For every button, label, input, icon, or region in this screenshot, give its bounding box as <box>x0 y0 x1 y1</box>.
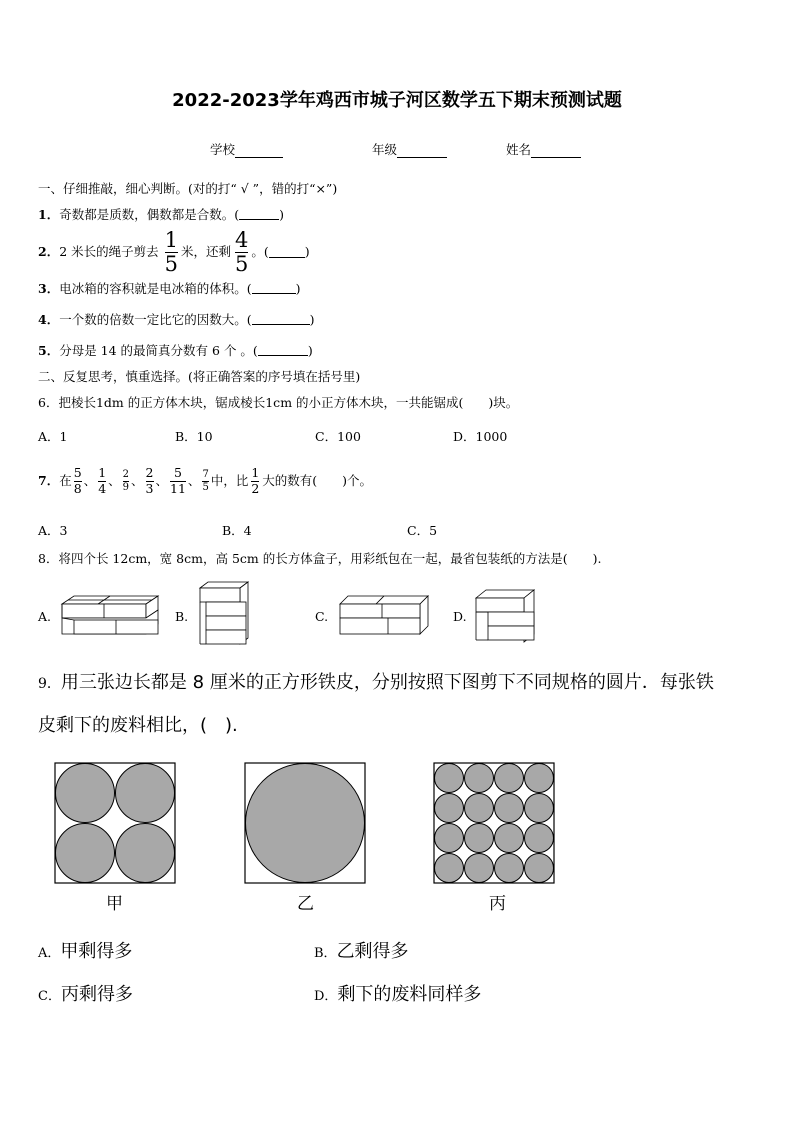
fraction-7-5: $\frac{7}{5}$ <box>202 468 209 493</box>
q9-option-c[interactable]: C．丙剩得多 <box>38 984 133 1005</box>
name-label: 姓名 <box>506 142 532 157</box>
q9-option-d[interactable]: D．剩下的废料同样多 <box>314 984 482 1005</box>
fraction-4-5: $\frac{4}{5}$ <box>235 227 249 276</box>
circle-disc <box>56 764 115 823</box>
answer-blank-1[interactable] <box>239 208 279 220</box>
fraction-1-2: $\frac{1}{2}$ <box>251 465 260 496</box>
circle-disc <box>495 764 524 793</box>
section2-heading: 二、反复思考，慎重选择。(将正确答案的序号填在括号里) <box>38 369 361 384</box>
answer-blank-3[interactable] <box>252 282 296 294</box>
grade-label: 年级 <box>372 142 398 157</box>
question-1: 1．奇数都是质数，偶数都是合数。( ) <box>38 207 284 222</box>
fraction-2-9: $\frac{2}{9}$ <box>122 468 130 493</box>
school-label: 学校 <box>210 142 236 157</box>
q8-figure-c <box>338 594 430 638</box>
q9-figure-bing <box>433 762 555 884</box>
q7-option-a[interactable]: A．3 <box>38 523 68 538</box>
circle-disc <box>495 854 524 883</box>
fraction-5-11: $\frac{5}{11}$ <box>170 465 186 496</box>
answer-blank-2[interactable] <box>269 246 305 258</box>
fraction-1-4: $\frac{1}{4}$ <box>98 465 107 496</box>
q7-option-b[interactable]: B．4 <box>222 523 252 538</box>
q6-option-c[interactable]: C．100 <box>315 429 361 444</box>
q6-option-d[interactable]: D．1000 <box>453 429 508 444</box>
q9-option-a[interactable]: A．甲剩得多 <box>38 941 133 962</box>
circle-disc <box>435 794 464 823</box>
q8-option-b[interactable]: B. <box>175 609 189 624</box>
section1-heading: 一、仔细推敲，细心判断。(对的打“ √ ”，错的打“×”) <box>38 181 338 196</box>
q6-option-b[interactable]: B．10 <box>175 429 213 444</box>
circle-disc <box>435 824 464 853</box>
fraction-2-3: $\frac{2}{3}$ <box>145 465 154 496</box>
q8-option-a[interactable]: A. <box>38 609 52 624</box>
question-8: 8．将四个长 12cm，宽 8cm，高 5cm 的长方体盒子，用彩纸包在一起，最省包装纸的方法是( ). <box>38 551 602 566</box>
circle-disc <box>525 794 554 823</box>
caption-jia: 甲 <box>106 894 123 914</box>
answer-blank-5[interactable] <box>258 344 308 356</box>
caption-bing: 丙 <box>489 894 506 914</box>
q8-option-d[interactable]: D. <box>453 609 467 624</box>
circle-disc <box>465 824 494 853</box>
answer-blank-4[interactable] <box>252 313 310 325</box>
question-2: 2． 2 米长的绳子剪去 $\frac{1}{5}$ 米，还剩 $\frac{4}{5}$ 。( ) <box>38 227 310 276</box>
circle-disc <box>435 854 464 883</box>
question-7: 7． 在 $\frac{5}{8}$ 、 $\frac{1}{4}$ 、 $\frac{2}{9}$ 、 $\frac{2}{3}$ 、 $\frac{5}{11}$ 、 $\frac{7}{5}$ 中，比 $\frac{1}{2}$ 大的数有( )个。 <box>38 465 373 496</box>
q9-option-b[interactable]: B．乙剩得多 <box>314 941 409 962</box>
circle-disc <box>465 854 494 883</box>
fraction-1-5: $\frac{1}{5}$ <box>164 227 179 276</box>
q8-figure-d <box>474 588 536 644</box>
circle-disc <box>495 794 524 823</box>
circle-disc <box>465 764 494 793</box>
circle-disc <box>525 824 554 853</box>
school-blank[interactable] <box>235 145 283 158</box>
grade-blank[interactable] <box>397 145 447 158</box>
q9-figure-jia <box>54 762 176 884</box>
q9-figure-yi <box>244 762 366 884</box>
question-9-line1: 9．用三张边长都是 8 厘米的正方形铁皮，分别按照下图剪下不同规格的圆片．每张铁 <box>38 672 714 693</box>
question-4: 4．一个数的倍数一定比它的因数大。( ) <box>38 312 315 327</box>
circle-disc <box>465 794 494 823</box>
circle-disc <box>435 764 464 793</box>
page-title: 2022-2023学年鸡西市城子河区数学五下期末预测试题 <box>172 90 622 111</box>
name-field[interactable] <box>506 140 581 158</box>
q7-option-c[interactable]: C．5 <box>407 523 438 538</box>
circle-disc <box>56 824 115 883</box>
circle-disc <box>495 824 524 853</box>
circle-disc <box>525 764 554 793</box>
circle-disc <box>116 764 175 823</box>
question-5: 5．分母是 14 的最简真分数有 6 个 。( ) <box>38 343 313 358</box>
q6-option-a[interactable]: A．1 <box>38 429 68 444</box>
fraction-5-8: $\frac{5}{8}$ <box>73 465 82 496</box>
question-6: 6．把棱长1dm 的正方体木块，锯成棱长1cm 的小正方体木块，一共能锯成( )块。 <box>38 395 519 410</box>
caption-yi: 乙 <box>297 894 314 914</box>
school-field[interactable] <box>210 140 283 158</box>
grade-field[interactable] <box>372 140 447 158</box>
question-3: 3．电冰箱的容积就是电冰箱的体积。( ) <box>38 281 301 296</box>
q8-figure-a <box>60 594 160 638</box>
q8-option-c[interactable]: C. <box>315 609 329 624</box>
question-9-line2: 皮剩下的废料相比，( ). <box>38 715 238 736</box>
circle-disc <box>525 854 554 883</box>
circle-disc <box>246 764 365 883</box>
circle-disc <box>116 824 175 883</box>
q8-figure-b <box>198 580 250 652</box>
name-blank[interactable] <box>531 145 581 158</box>
